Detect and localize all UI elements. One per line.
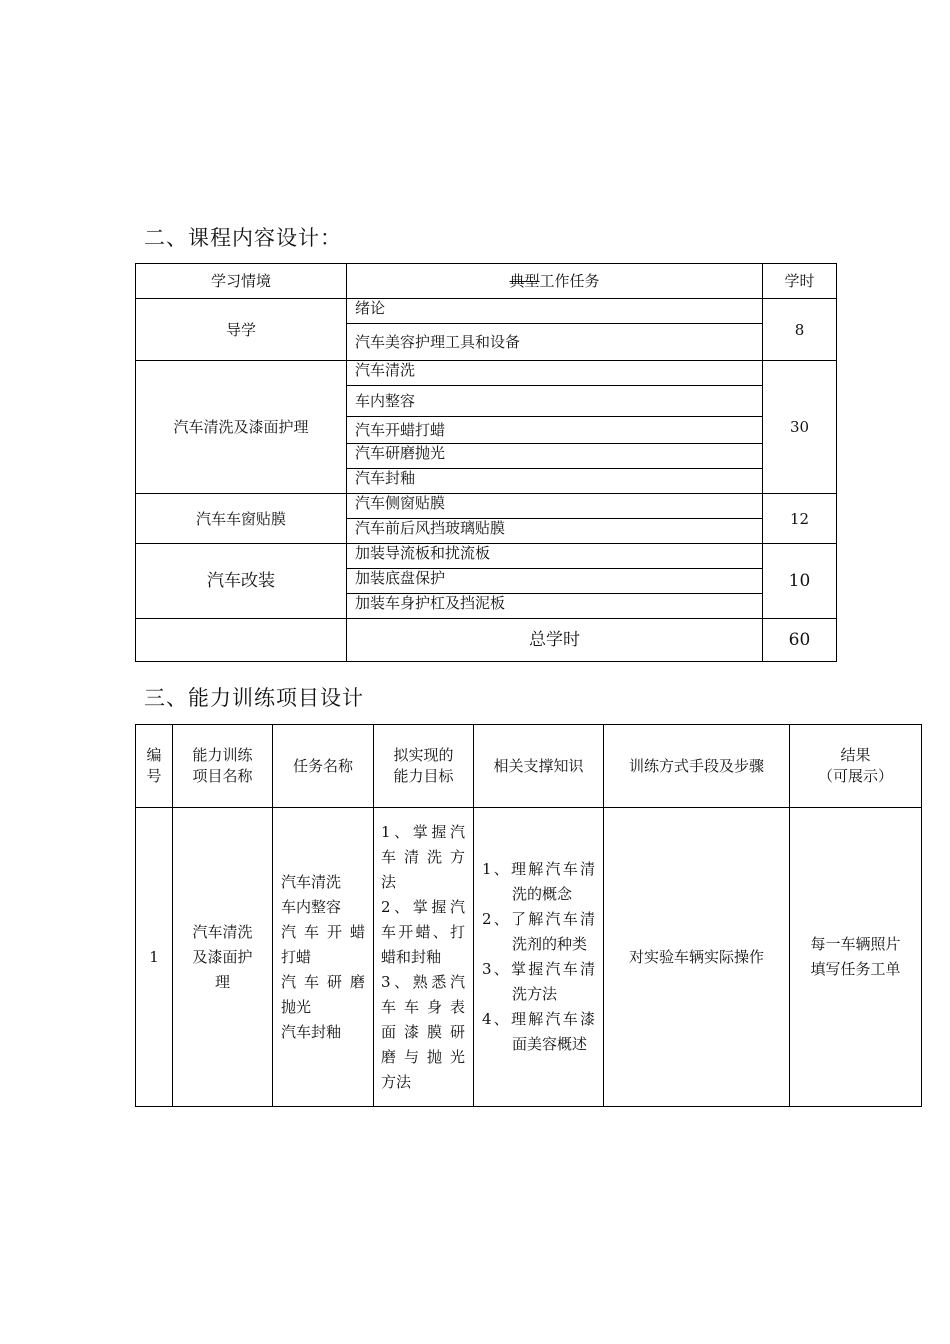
knowledge-item: 3、掌握汽车清洗方法: [482, 960, 595, 1003]
knowledge-item: 2、了解汽车清洗剂的种类: [482, 910, 595, 953]
table-row: [136, 808, 922, 1107]
total-empty-cell: [136, 619, 347, 662]
course-content-table: [135, 263, 837, 662]
knowledge-item: 4、理解汽车漆面美容概述: [482, 1010, 595, 1053]
task-cell: 加装底盘保护: [347, 569, 763, 594]
task-line: 汽车封釉: [281, 1022, 342, 1041]
task-cell: 绪论: [347, 299, 763, 324]
task-line: 汽车清洗: [281, 872, 342, 891]
task-cell: 加装车身护杠及挡泥板: [347, 594, 763, 619]
header-method: 训练方式手段及步骤: [604, 725, 790, 808]
section-title-training-projects: 三、能力训练项目设计: [144, 686, 364, 710]
situation-cell: 导学: [136, 299, 347, 361]
goal-line: 3、熟悉汽: [381, 972, 465, 991]
goal-line: 1、掌握汽: [381, 822, 465, 841]
task-line: 抛光: [281, 997, 312, 1016]
header-goal: 拟实现的 能力目标: [374, 725, 474, 808]
task-cell: 汽车清洗: [347, 361, 763, 386]
goal-line: 车开蜡、打: [381, 922, 465, 941]
task-line: 打蜡: [281, 947, 312, 966]
header-no: 编 号: [136, 725, 173, 808]
goal-line: 面漆膜研: [381, 1022, 465, 1041]
goal-line: 磨与抛光: [381, 1047, 465, 1066]
header-knowledge: 相关支撑知识: [474, 725, 604, 808]
goal-line: 蜡和封釉: [381, 947, 442, 966]
task-cell: 汽车封釉: [347, 469, 763, 494]
goal-line: 车车身表: [381, 997, 465, 1016]
task-cell: 车内整容: [347, 386, 763, 417]
hours-cell: 10: [763, 544, 837, 619]
header-task: [347, 264, 763, 299]
task-cell: 汽车美容护理工具和设备: [347, 324, 763, 361]
task-cell: 汽车侧窗贴膜: [347, 494, 763, 519]
total-label: 总学时: [347, 619, 763, 662]
task-cell: 加装导流板和扰流板: [347, 544, 763, 569]
task-cell: 汽车开蜡打蜡: [347, 417, 763, 444]
row-tasks: [273, 808, 374, 1107]
hours-cell: 12: [763, 494, 837, 544]
row-goals: [374, 808, 474, 1107]
situation-cell: 汽车清洗及漆面护理: [136, 361, 347, 494]
knowledge-item: 1、理解汽车清洗的概念: [482, 860, 595, 903]
header-project: 能力训练 项目名称: [173, 725, 273, 808]
goal-line: 方法: [381, 1072, 412, 1091]
goal-line: 法: [381, 872, 397, 891]
training-project-table: [135, 724, 922, 1107]
header-result: 结果 （可展示）: [790, 725, 922, 808]
hours-cell: 30: [763, 361, 837, 494]
total-hours: 60: [763, 619, 837, 662]
situation-cell: 汽车改装: [136, 544, 347, 619]
row-result: 每一车辆照片 填写任务工单: [790, 808, 922, 1107]
row-method: 对实验车辆实际操作: [604, 808, 790, 1107]
goal-line: 2、掌握汽: [381, 897, 465, 916]
section-title-course-content: 二、课程内容设计：: [144, 226, 342, 250]
situation-cell: 汽车车窗贴膜: [136, 494, 347, 544]
row-knowledge: [474, 808, 604, 1107]
header-task-text: 工作任务: [539, 272, 600, 290]
header-situation: 学习情境: [136, 264, 347, 299]
header-task-struck: 典型: [509, 272, 540, 290]
task-line: 车内整容: [281, 897, 342, 916]
hours-cell: 8: [763, 299, 837, 361]
task-line: 汽车研磨: [281, 972, 365, 991]
row-project: 汽车清洗 及漆面护 理: [173, 808, 273, 1107]
task-cell: 汽车前后风挡玻璃贴膜: [347, 519, 763, 544]
row-no: 1: [136, 808, 173, 1107]
task-cell: 汽车研磨抛光: [347, 444, 763, 469]
task-line: 汽车开蜡: [281, 922, 365, 941]
header-task-name: 任务名称: [273, 725, 374, 808]
header-hours: 学时: [763, 264, 837, 299]
goal-line: 车清洗方: [381, 847, 465, 866]
